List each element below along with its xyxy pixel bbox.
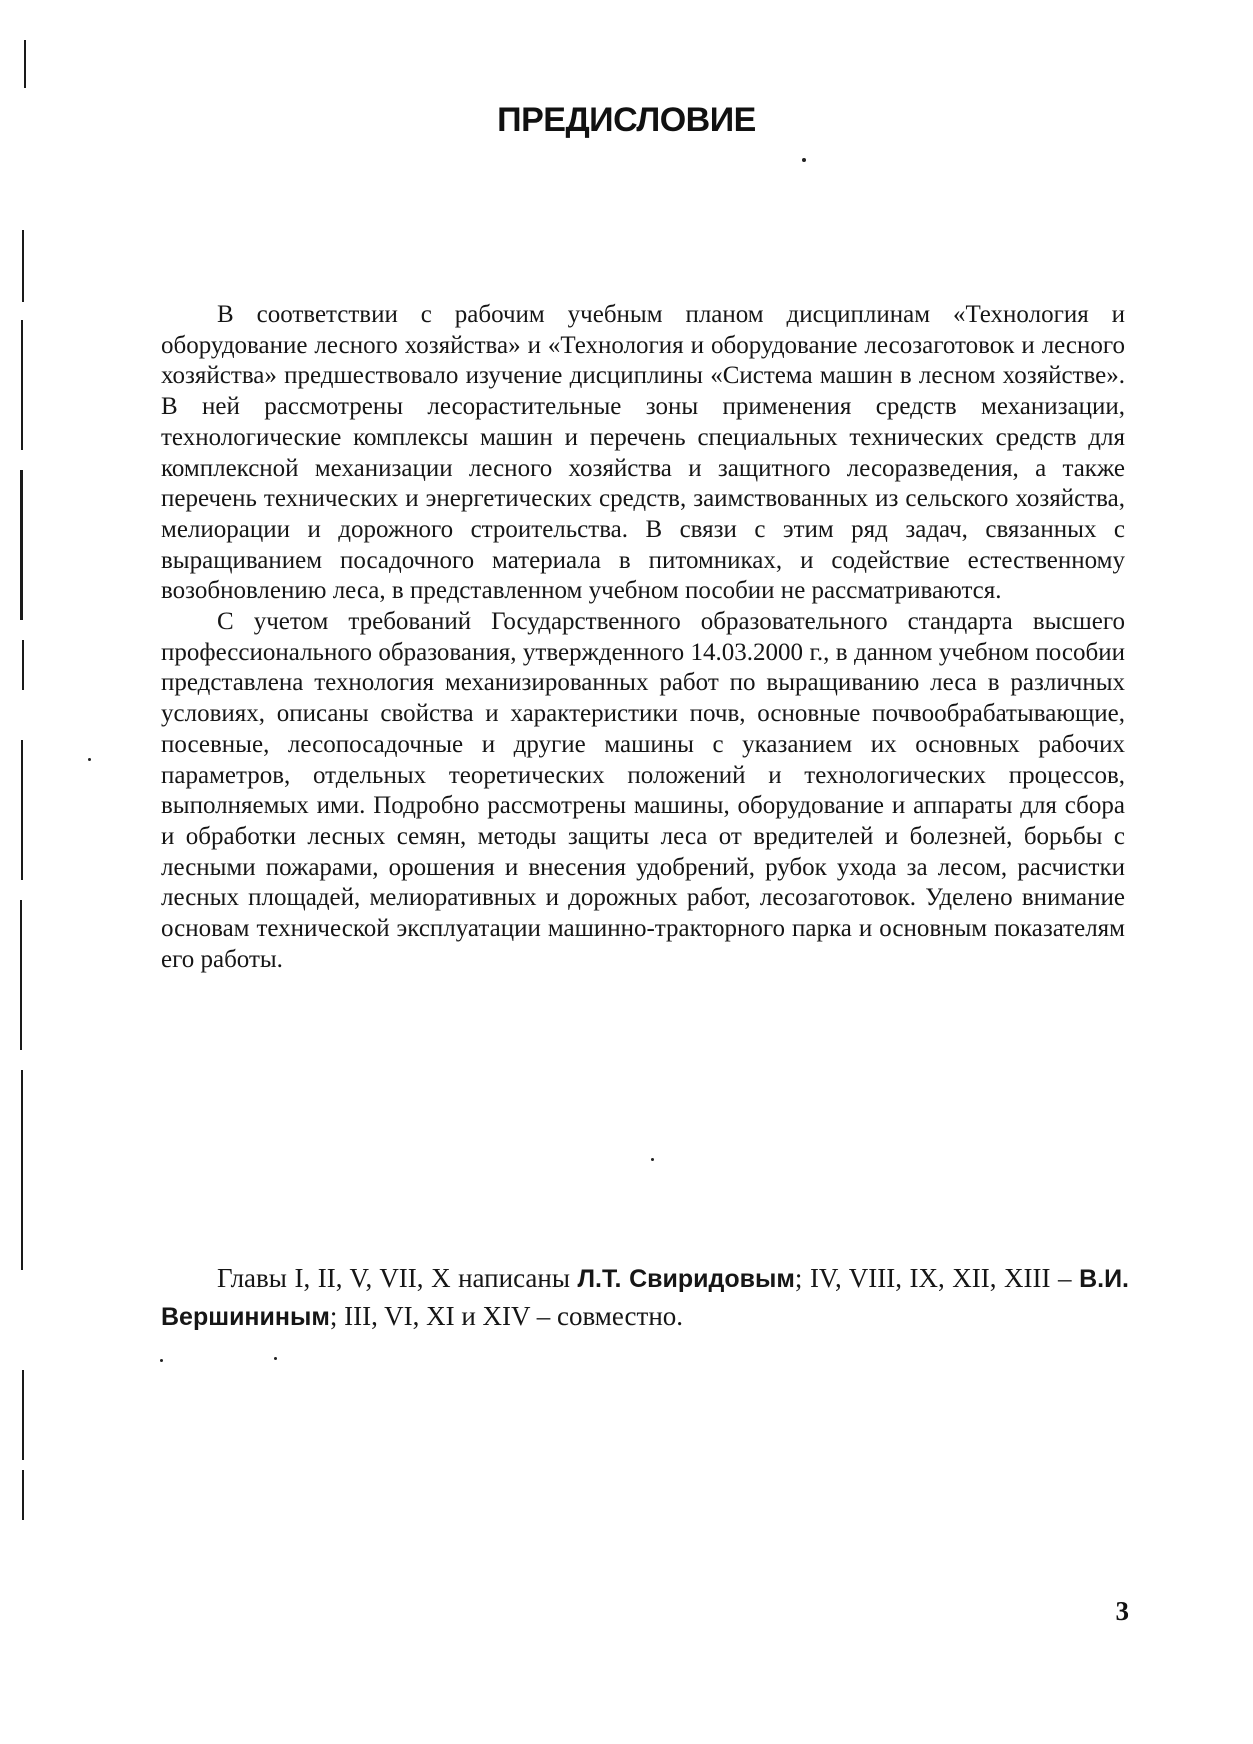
scan-speck xyxy=(160,1359,163,1362)
scan-edge-line xyxy=(22,230,24,302)
page-title: ПРЕДИСЛОВИЕ xyxy=(497,100,756,139)
authorship-note xyxy=(161,1260,1129,1336)
scan-speck xyxy=(88,758,91,761)
author-name: Л.Т. Свиридовым xyxy=(577,1265,795,1293)
paragraph: В соответствии с рабочим учебным планом дисциплинам «Технология и оборудование лесного хозяйства» и «Технология и оборудование лесозаготовок и лесного хозяйства» предшествовало изучение дисциплины «Система машин в лесном хозяйстве». В ней рассмотрены лесорастительные зоны применения средств механизации, технологические комплексы машин и перечень специальных технических средств для комплексной механизации лесного хозяйства и защитного лесоразведения, а также перечень технических и энергетических средств, заимствованных из сельского хозяйства, мелиорации и дорожного строительства. В связи с этим ряд задач, связанных с выращиванием посадочного материала в питомниках, и содействие естественному возобновлению леса, в представленном учебном пособии не рассматриваются. xyxy=(161,301,1125,605)
scan-edge-line xyxy=(20,900,22,1050)
scan-edge-line xyxy=(24,40,26,88)
scan-speck xyxy=(802,158,806,162)
authors-middle: ; IV, VIII, IX, XII, XIII – xyxy=(794,1263,1080,1293)
scan-speck xyxy=(274,1357,277,1360)
scan-edge-line xyxy=(21,1070,23,1270)
author-name: В.И. Вершининым xyxy=(161,1265,1129,1331)
scan-edge-line xyxy=(21,320,23,450)
page-number: 3 xyxy=(1115,1596,1129,1626)
authorship-paragraph xyxy=(161,1260,1129,1336)
authors-suffix: ; III, VI, XI и XIV – совместно. xyxy=(329,1301,684,1331)
scan-edge-line xyxy=(22,640,24,690)
scan-edge-line xyxy=(22,1370,24,1460)
scan-edge-line xyxy=(22,1470,24,1520)
authors-prefix: Главы I, II, V, VII, X написаны xyxy=(217,1263,578,1293)
preface-body xyxy=(161,300,1125,975)
paragraph: С учетом требований Государственного образовательного стандарта высшего профессионального образования, утвержденного 14.03.2000 г., в данном учебном пособии представлена технология механизированных работ по выращиванию леса в различных условиях, описаны свойства и характеристики почв, основные почвообрабатывающие, посевные, лесопосадочные и другие машины с указанием их основных рабочих параметров, отдельных теоретических положений и технологических процессов, выполняемых ими. Подробно рассмотрены машины, оборудование и аппараты для сбора и обработки лесных семян, методы защиты леса от вредителей и болезней, борьбы с лесными пожарами, орошения и внесения удобрений, рубок ухода за лесом, расчистки лесных площадей, мелиоративных и дорожных работ, лесозаготовок. Уделено внимание основам технической эксплуатации машинно-тракторного парка и основным показателям его работы. xyxy=(161,608,1125,973)
scan-edge-line xyxy=(21,740,23,880)
scan-edge-line xyxy=(20,470,23,620)
scan-speck xyxy=(651,1158,654,1161)
